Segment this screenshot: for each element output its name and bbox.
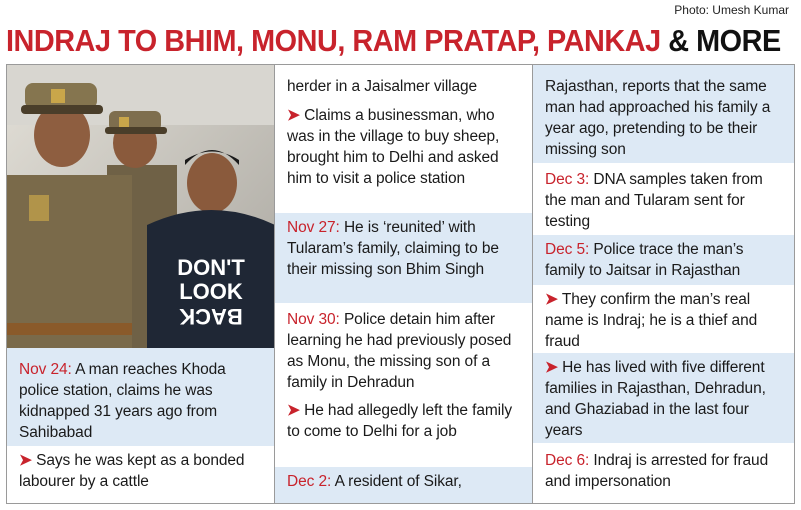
bullet-arrow-icon: ➤	[19, 452, 32, 469]
c3-bullet-1	[533, 289, 794, 352]
event-date: Dec 2:	[287, 473, 332, 490]
bullet-arrow-icon: ➤	[545, 359, 558, 376]
timeline-frame	[6, 64, 795, 504]
event-date: Nov 30:	[287, 311, 340, 328]
event-nov27	[275, 213, 532, 303]
bullet-text	[545, 289, 784, 352]
bullet-arrow-icon: ➤	[545, 291, 558, 308]
bullet-text	[287, 400, 522, 442]
event-c1-bullet	[7, 450, 274, 503]
bullet-arrow-icon: ➤	[287, 402, 300, 419]
headline-suffix: & MORE	[668, 23, 781, 58]
headline	[6, 20, 781, 62]
event-dec6	[533, 450, 794, 492]
event-nov30	[275, 309, 532, 393]
event-date: Dec 5:	[545, 241, 590, 258]
event-dec3	[533, 169, 794, 232]
event-text: They confirm the man’s real name is Indraj; he is a thief and fraud	[545, 291, 758, 350]
headline-main: INDRAJ TO BHIM, MONU, RAM PRATAP, PANKAJ	[6, 23, 661, 58]
event-nov30-text	[287, 309, 522, 393]
column-3	[533, 65, 794, 503]
photo-credit: Photo: Umesh Kumar	[674, 3, 789, 17]
event-text: Police detain him after learning he had previously posed as Monu, the missing son of a family in Dehradun	[287, 311, 512, 391]
photo-illustration	[7, 65, 275, 348]
hoodie-text-2: LOOK	[179, 279, 243, 304]
event-dec2-text	[287, 471, 522, 492]
event-text: Claims a businessman, who was in the village to buy sheep, brought him to Delhi and asked him to visit a police station	[287, 107, 500, 187]
event-dec2	[275, 467, 532, 503]
event-text: DNA samples taken from the man and Tularam sent for testing	[545, 171, 763, 230]
event-dec5-text	[545, 239, 784, 281]
column-2	[275, 65, 533, 503]
event-text: A resident of Sikar,	[334, 473, 462, 490]
news-photo	[7, 65, 275, 348]
event-text: Police trace the man’s family to Jaitsar in Rajasthan	[545, 241, 744, 279]
event-date: Dec 3:	[545, 171, 590, 188]
event-date: Nov 27:	[287, 219, 340, 236]
continued-text: Rajasthan, reports that the same man had approached his family a year ago, pretending to be their missing son	[545, 78, 771, 158]
hoodie-text-3: BACK	[179, 304, 243, 329]
bullet-arrow-icon: ➤	[287, 107, 300, 124]
event-text: He had allegedly left the family to come to Delhi for a job	[287, 402, 512, 440]
event-text: A man reaches Khoda police station, claims he was kidnapped 31 years ago from Sahibabad	[19, 361, 226, 441]
event-text: He is ‘reunited’ with Tularam’s family, claiming to be their missing son Bhim Singh	[287, 219, 499, 278]
c2-bullet-2	[275, 400, 532, 442]
event-nov27-text	[287, 217, 522, 280]
column-1	[7, 65, 275, 503]
bullet-text	[545, 357, 784, 441]
c3-continued	[533, 65, 794, 163]
continued-text: herder in a Jaisalmer village	[287, 78, 478, 95]
c2-bullet-1	[275, 105, 532, 189]
hoodie-text-1: DON'T	[177, 255, 245, 280]
event-dec5	[533, 235, 794, 285]
event-text: He has lived with five different families in Rajasthan, Dehradun, and Ghaziabad in the last four years	[545, 359, 766, 439]
bullet-text	[287, 105, 522, 189]
event-nov24-text	[19, 359, 264, 443]
event-nov24	[7, 348, 274, 446]
event-text: Says he was kept as a bonded labourer by a cattle	[19, 452, 245, 490]
event-dec6-text	[545, 450, 784, 492]
event-dec3-text	[545, 169, 784, 232]
c3-bullet-2	[533, 353, 794, 443]
event-text: Indraj is arrested for fraud and impersonation	[545, 452, 769, 490]
bullet-text	[19, 450, 264, 492]
event-date: Dec 6:	[545, 452, 590, 469]
event-date: Nov 24:	[19, 361, 72, 378]
c2-continued	[275, 76, 532, 97]
